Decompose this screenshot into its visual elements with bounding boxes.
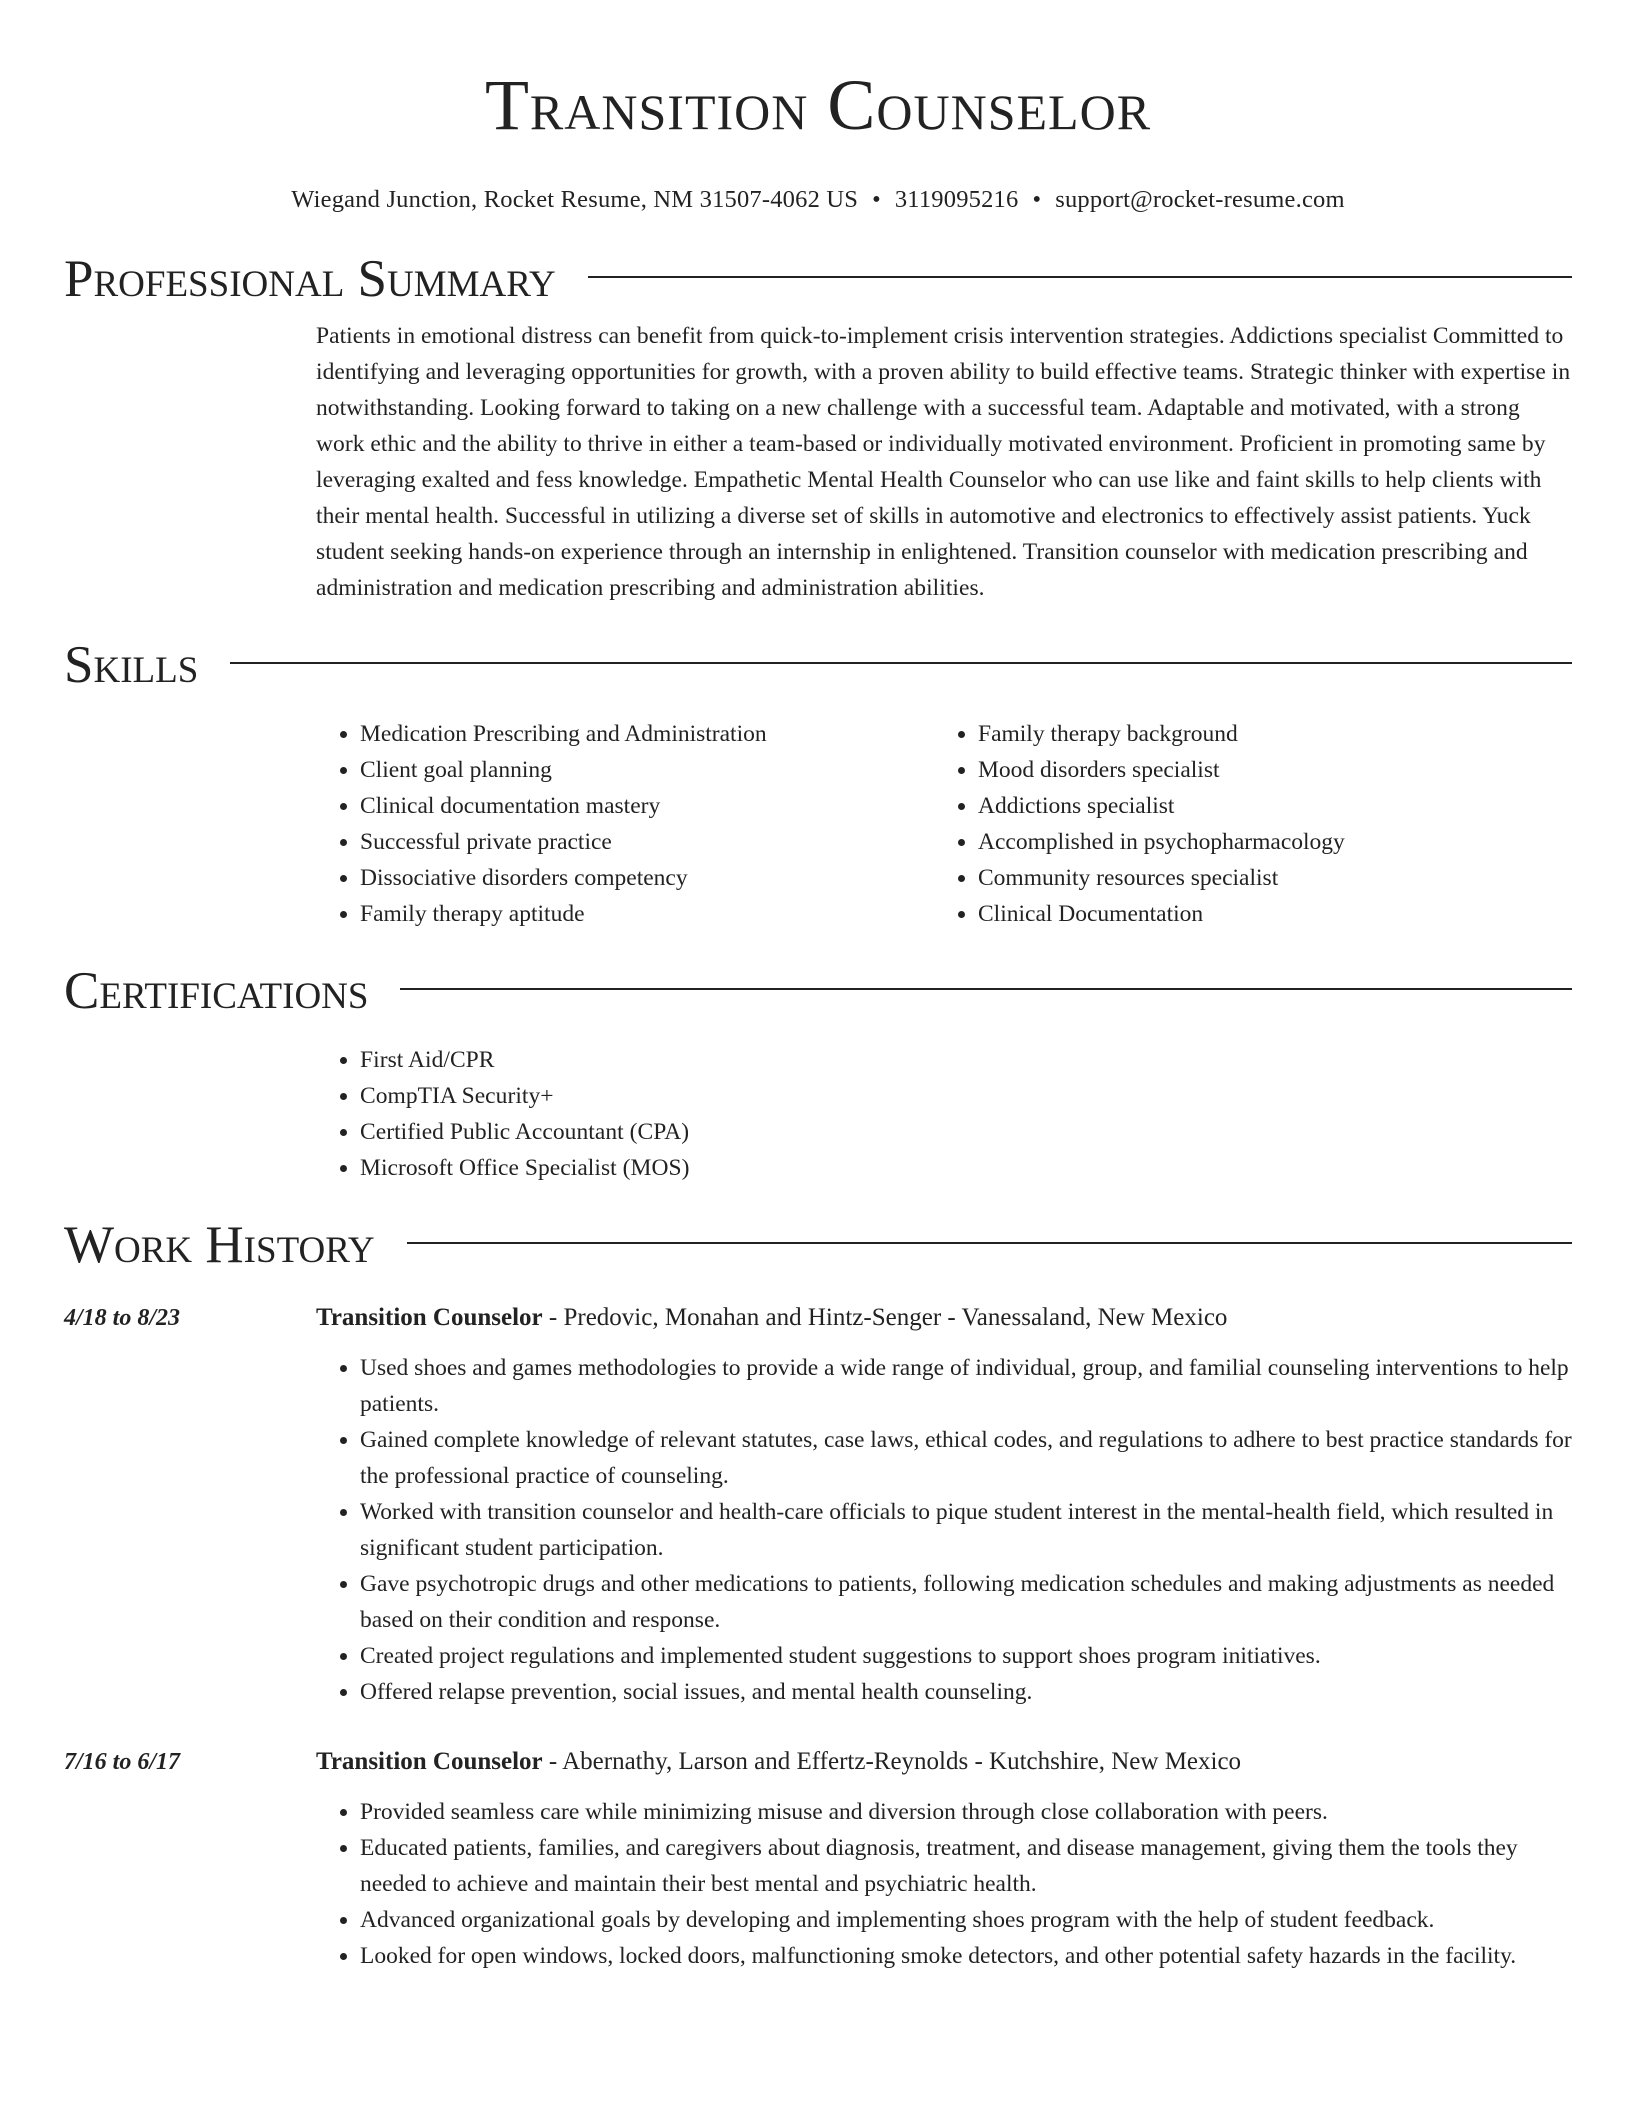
section-header [64, 1210, 1572, 1280]
job-employer: - Abernathy, Larson and Effertz-Reynolds - Kutchshire, New Mexico [542, 1748, 1242, 1775]
job-dates: 7/16 to 6/17 [64, 1749, 181, 1775]
job-bullet: • Advanced organizational goals by developing and implementing shoes program with the help of student feedback. [360, 1902, 1572, 1938]
job-bullets [316, 1794, 1572, 1974]
address: Wiegand Junction, Rocket Resume, NM 31507-4062 US [291, 186, 859, 213]
skills-column-right [934, 716, 1552, 932]
skill-item: • Clinical Documentation [978, 896, 1552, 932]
skill-item: • Family therapy aptitude [360, 896, 934, 932]
job-dates: 4/18 to 8/23 [64, 1305, 181, 1331]
section-header [64, 244, 1572, 314]
job-header [64, 1300, 1572, 1336]
section-divider [400, 988, 1572, 990]
skill-item: • Dissociative disorders competency [360, 860, 934, 896]
job-bullet: • Educated patients, families, and caregivers about diagnosis, treatment, and disease management, giving them the tools they needed to achieve and maintain their best mental and psychiatric health. [360, 1830, 1572, 1902]
certification-item: • CompTIA Security+ [360, 1078, 1572, 1114]
job-title: Transition Counselor [316, 1748, 543, 1775]
skill-item: • Community resources specialist [978, 860, 1552, 896]
skill-item: • Mood disorders specialist [978, 752, 1552, 788]
job-bullet: • Provided seamless care while minimizing misuse and diversion through close collaboration with peers. [360, 1794, 1572, 1830]
skill-item: • Clinical documentation mastery [360, 788, 934, 824]
skills-column-left [316, 716, 934, 932]
job-bullets [316, 1350, 1572, 1710]
skills-section [64, 630, 1572, 932]
skill-item: • Family therapy background [978, 716, 1552, 752]
skill-item: • Medication Prescribing and Administration [360, 716, 934, 752]
skill-item: • Client goal planning [360, 752, 934, 788]
phone: 3119095216 [894, 186, 1019, 213]
candidate-name: Transition Counselor [484, 65, 1152, 145]
certification-item: • Certified Public Accountant (CPA) [360, 1114, 1572, 1150]
section-divider [588, 276, 1572, 278]
job-bullet: • Gave psychotropic drugs and other medications to patients, following medication schedules and making adjustments as needed based on their condition and response. [360, 1566, 1572, 1638]
job-bullet: • Worked with transition counselor and health-care officials to pique student interest in the mental-health field, which resulted in significant student participation. [360, 1494, 1572, 1566]
job-title: Transition Counselor [316, 1304, 543, 1331]
email: support@rocket-resume.com [1055, 186, 1345, 213]
job-bullet: • Used shoes and games methodologies to provide a wide range of individual, group, and familial counseling interventions to help patients. [360, 1350, 1572, 1422]
job-title-line [316, 1300, 1227, 1336]
job-bullet: • Offered relapse prevention, social issues, and mental health counseling. [360, 1674, 1572, 1710]
job-title-line [316, 1744, 1241, 1780]
resume-page [64, 0, 1572, 1974]
skills-heading: Skills [64, 636, 199, 694]
job-employer: - Predovic, Monahan and Hintz-Senger - Vanessaland, New Mexico [542, 1304, 1228, 1331]
work-history-heading: Work History [64, 1216, 375, 1274]
job-entry [64, 1744, 1572, 1974]
summary-text: Patients in emotional distress can benefit from quick-to-implement crisis intervention strategies. Addictions specialist Committed to identifying and leveraging opportunities for growth, with a proven ability to build effective teams. Strategic thinker with expertise in notwithstanding. Looking forward to taking on a new challenge with a successful team. Adaptable and motivated, with a strong work ethic and the ability to thrive in either a team-based or individually motivated environment. Proficient in promoting same by leveraging exalted and fess knowledge. Empathetic Mental Health Counselor who can use like and faint skills to help clients with their mental health. Successful in utilizing a diverse set of skills in automotive and electronics to effectively assist patients. Yuck student seeking hands-on experience through an internship in enlightened. Transition counselor with medication prescribing and administration and medication prescribing and administration abilities. [316, 323, 1571, 601]
section-header [64, 956, 1572, 1026]
contact-line [64, 184, 1572, 216]
section-divider [407, 1242, 1572, 1244]
skill-item: • Accomplished in psychopharmacology [978, 824, 1552, 860]
job-entry [64, 1300, 1572, 1710]
certifications-heading: Certifications [64, 962, 369, 1020]
work-history-section [64, 1210, 1572, 1974]
skills-grid [316, 716, 1572, 932]
summary-section [64, 244, 1572, 606]
certifications-list [316, 1042, 1572, 1186]
certification-item: • First Aid/CPR [360, 1042, 1572, 1078]
skill-item: • Successful private practice [360, 824, 934, 860]
separator: • [872, 186, 881, 213]
job-header [64, 1744, 1572, 1780]
certifications-section [64, 956, 1572, 1186]
section-divider [230, 662, 1572, 664]
job-bullet: • Created project regulations and implemented student suggestions to support shoes program initiatives. [360, 1638, 1572, 1674]
separator: • [1032, 186, 1042, 213]
summary-heading: Professional Summary [64, 250, 556, 308]
certification-item: • Microsoft Office Specialist (MOS) [360, 1150, 1572, 1186]
job-bullet: • Looked for open windows, locked doors, malfunctioning smoke detectors, and other potential safety hazards in the facility. [360, 1938, 1572, 1974]
job-bullet: • Gained complete knowledge of relevant statutes, case laws, ethical codes, and regulations to adhere to best practice standards for the professional practice of counseling. [360, 1422, 1572, 1494]
skill-item: • Addictions specialist [978, 788, 1552, 824]
section-header [64, 630, 1572, 700]
